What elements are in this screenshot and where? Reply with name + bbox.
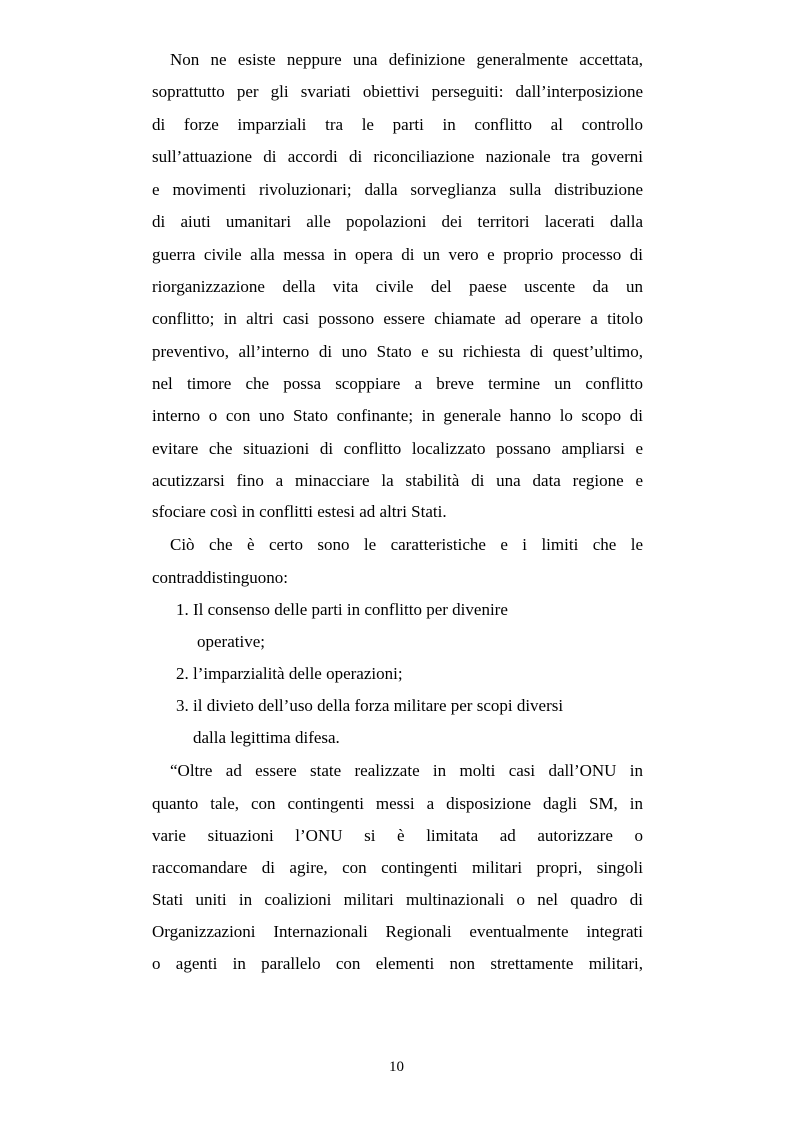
paragraph-1-line-7: guerra civile alla messa in opera di un vero e proprio processo di [152,245,643,264]
paragraph-3-line-5: Stati uniti in coalizioni militari multinazionali o nel quadro di [152,890,643,909]
paragraph-2-line-2: contraddistinguono: [152,568,288,587]
list-item-2: 2. l’imparzialità delle operazioni; [176,664,403,683]
paragraph-1-line-10: preventivo, all’interno di uno Stato e su richiesta di quest’ultimo, [152,342,643,361]
paragraph-1-line-2: soprattutto per gli svariati obiettivi perseguiti: dall’interposizione [152,82,643,101]
paragraph-3-line-1: “Oltre ad essere state realizzate in molti casi dall’ONU in [170,761,643,780]
paragraph-1-line-6: di aiuti umanitari alle popolazioni dei territori lacerati dalla [152,212,643,231]
paragraph-1-line-14: acutizzarsi fino a minacciare la stabilità di una data regione e [152,471,643,490]
list-item-3-line-1: 3. il divieto dell’uso della forza militare per scopi diversi [176,696,564,715]
paragraph-1-line-4: sull’attuazione di accordi di riconciliazione nazionale tra governi [152,147,643,166]
list-item-1-line-1: 1. Il consenso delle parti in conflitto per divenire [176,600,508,619]
list-item-3-line-2: dalla legittima difesa. [193,728,340,747]
paragraph-3-line-7: o agenti in parallelo con elementi non strettamente militari, [152,954,643,973]
paragraph-3-line-3: varie situazioni l’ONU si è limitata ad autorizzare o [152,826,643,845]
list-item-1-line-2: operative; [197,632,265,651]
paragraph-1-line-12: interno o con uno Stato confinante; in generale hanno lo scopo di [152,406,643,425]
paragraph-1-line-8: riorganizzazione della vita civile del paese uscente da un [152,277,643,296]
paragraph-1-line-9: conflitto; in altri casi possono essere chiamate ad operare a titolo [152,309,643,328]
paragraph-1-line-13: evitare che situazioni di conflitto localizzato possano ampliarsi e [152,439,643,458]
paragraph-3-line-2: quanto tale, con contingenti messi a disposizione dagli SM, in [152,794,643,813]
page-number: 10 [389,1059,404,1075]
paragraph-1-line-15: sfociare così in conflitti estesi ad altri Stati. [152,502,447,521]
paragraph-1-line-5: e movimenti rivoluzionari; dalla sorveglianza sulla distribuzione [152,180,643,199]
paragraph-3-line-6: Organizzazioni Internazionali Regionali eventualmente integrati [152,922,643,941]
paragraph-1-line-3: di forze imparziali tra le parti in conflitto al controllo [152,115,643,134]
paragraph-1-line-1: Non ne esiste neppure una definizione generalmente accettata, [170,50,643,69]
paragraph-3-line-4: raccomandare di agire, con contingenti militari propri, singoli [152,858,643,877]
paragraph-2-line-1: Ciò che è certo sono le caratteristiche e i limiti che le [170,535,643,554]
paragraph-1-line-11: nel timore che possa scoppiare a breve termine un conflitto [152,374,643,393]
